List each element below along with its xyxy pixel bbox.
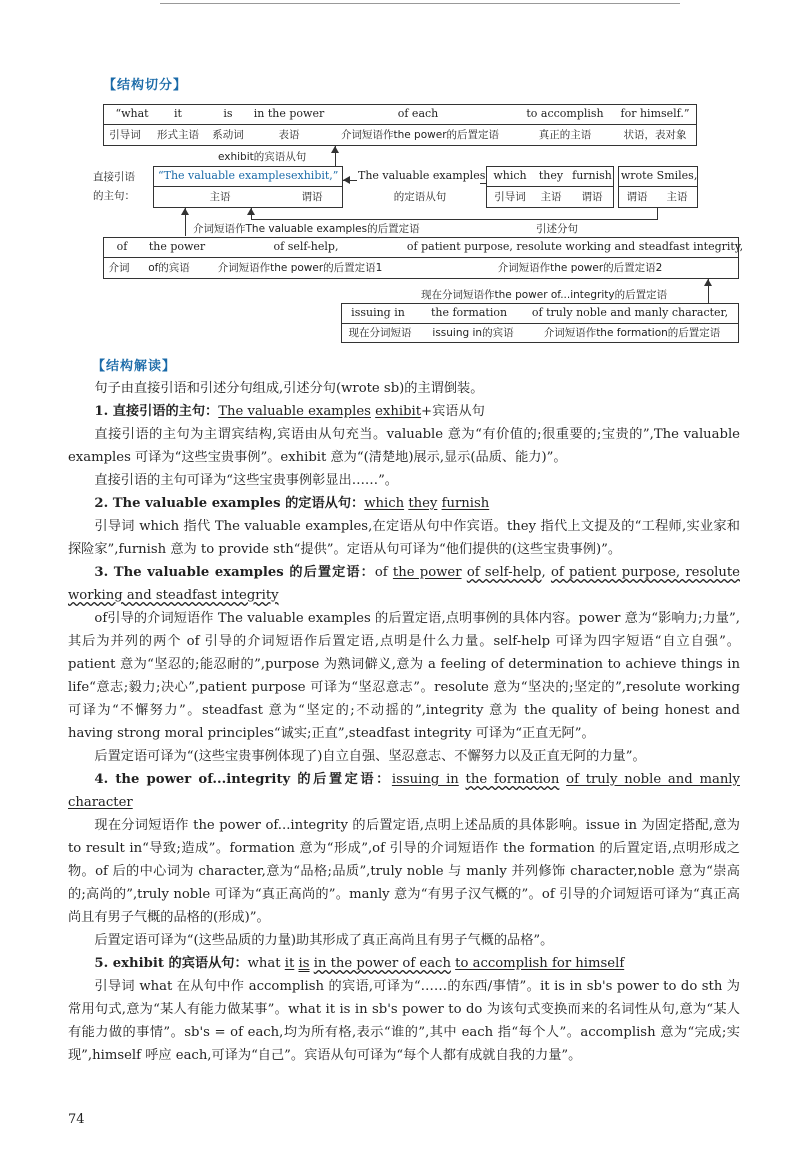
row1-role-3: 表语 (278, 129, 300, 141)
participle-label: 现在分词短语作the power of...integrity的后置定语 (421, 289, 668, 301)
row1-word-to-accomplish: to accomplish (526, 107, 604, 120)
main-verb-role: 谓语 (301, 191, 323, 203)
row5-word-2: of truly noble and manly character, (531, 306, 729, 319)
section-2-heading: 2. The valuable examples 的定语从句：which they furnish (94, 496, 490, 511)
reporting-word-0: wrote (620, 169, 654, 182)
row1-word-of-each: of each (397, 107, 439, 120)
section-5-heading: 5. exhibit 的宾语从句：what it is in the power of each to accomplish for himself (94, 956, 625, 971)
which-word-0: which (493, 169, 527, 182)
main-subject-role: 主语 (209, 191, 231, 203)
which-word-2: furnish (572, 169, 612, 182)
main-subject: “The valuable examples (158, 169, 291, 182)
reporting-label: 引述分句 (536, 223, 578, 235)
section-3-translation: 后置定语可译为“(这些宝贵事例体现了)自立自强、坚忍意志、不懈努力以及正直无阿的力量”。 (94, 749, 646, 764)
row5-role-2: 介词短语作the formation的后置定语 (543, 327, 721, 339)
row1-role-0: 引导词 (109, 129, 141, 141)
which-role-1: 主语 (540, 191, 562, 203)
row1-word-is: is (223, 107, 233, 120)
reporting-word-1: Smiles, (656, 169, 698, 182)
direct-quote-label: 直接引语 的主句： (93, 171, 135, 202)
row5-word-1: the formation (430, 306, 508, 319)
postmod-label: 介词短语作The valuable examples的后置定语 (193, 223, 420, 235)
reporting-role-1: 主语 (666, 191, 688, 203)
heading-structure-analysis: 【结构解读】 (92, 359, 177, 374)
page-number: 74 (68, 1112, 85, 1127)
section-5-para: 引导词 what 在从句中作 accomplish 的宾语,可译为“……的东西/事情”。it is in sb's power to do sth 为常用句式,意为“某人有能力做某事”。what it is in sb's power to do 为该句式变换而来的名词性从句,意为“某人有能力做的事情”。sb's = of each,均为所有格,表示“谁的”,其中 each 指“每个人”。accomplish 意为“完成;实现”,himself 呼应 each,可译为“自己”。宾语从句可译为“每个人都有成就自我的力量”。 (68, 979, 740, 1063)
section-1-para: 直接引语的主句为主谓宾结构,宾语由从句充当。valuable 意为“有价值的;很重要的;宝贵的”,The valuable examples 可译为“这些宝贵事例”。exhibit 意为“(清楚地)展示,显示(品质、能力)”。 (68, 427, 740, 465)
which-role-0: 引导词 (494, 191, 526, 203)
section-2-para: 引导词 which 指代 The valuable examples,在定语从句中作宾语。they 指代上文提及的“工程师,实业家和探险家”,furnish 意为 to provide sth“提供”。定语从句可译为“他们提供的(这些宝贵事例)”。 (68, 519, 740, 557)
row1-word-for-himself: for himself.” (620, 107, 690, 120)
row5-role-1: issuing in的宾语 (432, 327, 514, 339)
section-1-heading: 1. 直接引语的主句：The valuable examples exhibit+宾语从句 (94, 404, 485, 419)
row5-word-0: issuing in (351, 306, 405, 319)
row4-role-2: 介词短语作the power的后置定语1 (217, 262, 383, 274)
row4-role-0: 介词 (108, 262, 130, 274)
exhibit-clause-label: exhibit的宾语从句 (218, 151, 307, 163)
row5-role-0: 现在分词短语 (348, 327, 412, 339)
row1-word-in-the-power: in the power (253, 107, 325, 120)
analysis-body (68, 377, 740, 1067)
row4-role-3: 介词短语作the power的后置定语2 (497, 262, 663, 274)
row4-role-1: of的宾语 (148, 262, 190, 274)
attr-clause-role: 的定语从句 (393, 191, 447, 203)
main-verb: exhibit,” (291, 169, 339, 182)
section-4-para: 现在分词短语作 the power of...integrity 的后置定语,点明上述品质的具体影响。issue in 为固定搭配,意为 to result in“导致;造成”。formation 意为“形成”,of 引导的介词短语作 the formation 的后置定语,点明形成之物。of 后的中心词为 character,意为“品格;品质”,truly noble 与 manly 并列修饰 character,noble 意为“崇高的;高尚的”,truly noble 可译为“真正高尚的”。manly 意为“有男子汉气概的”。of 引导的介词短语可译为“真正高尚且有男子气概的品格的(形成)”。 (68, 818, 740, 925)
section-4-translation: 后置定语可译为“(这些品质的力量)助其形成了真正高尚且有男子气概的品格”。 (94, 933, 554, 948)
which-word-1: they (538, 169, 564, 182)
row1-word-it: it (174, 107, 182, 120)
row1-role-5: 真正的主语 (538, 129, 592, 141)
row1-role-4: 介词短语作the power的后置定语 (340, 129, 500, 141)
analysis-intro: 句子由直接引语和引述分句组成,引述分句(wrote sb)的主谓倒装。 (94, 381, 484, 396)
row4-word-3: of patient purpose, resolute working and steadfast integrity, (406, 240, 744, 253)
row1-role-1: 形式主语 (157, 129, 199, 141)
reporting-role-0: 谓语 (626, 191, 648, 203)
attr-clause-text: The valuable examples (358, 169, 486, 182)
row4-word-2: of self-help, (273, 240, 339, 253)
row4-word-1: the power (148, 240, 206, 253)
heading-structure-split: 【结构切分】 (103, 78, 188, 93)
section-3-para: of引导的介词短语作 The valuable examples 的后置定语,点明事例的具体内容。power 意为“影响力;力量”,其后为并列的两个 of 引导的介词短语作后置定语,点明是什么力量。self-help 可译为四字短语“自立自强”。patient 意为“坚忍的;能忍耐的”,purpose 为熟词僻义,意为 a feeling of determination to achieve things in life“意志;毅力;决心”,patient purpose 可译为“坚忍意志”。resolute 意为“坚决的;坚定的”,resolute working 可译为“不懈努力”。steadfast 意为“坚定的;不动摇的”,integrity 意为 the quality of being honest and having strong moral principles“诚实;正直”,steadfast integrity 可译为“正直无阿”。 (68, 611, 740, 741)
row1-role-2: 系动词 (212, 129, 244, 141)
row4-word-0: of (116, 240, 128, 253)
section-4-heading: 4. the power of...integrity 的后置定语：issuing in the formation of truly noble and manly character (68, 772, 740, 810)
row1-word-what: “what (115, 107, 149, 120)
which-role-2: 谓语 (581, 191, 603, 203)
section-3-heading: 3. The valuable examples 的后置定语：of the power of self-help, of patient purpose, resolute working and steadfast integrity (68, 565, 740, 603)
row1-role-6: 状语，表对象 (623, 129, 687, 141)
section-1-translation: 直接引语的主句可译为“这些宝贵事例彰显出……”。 (94, 473, 398, 488)
top-rule (160, 3, 680, 4)
